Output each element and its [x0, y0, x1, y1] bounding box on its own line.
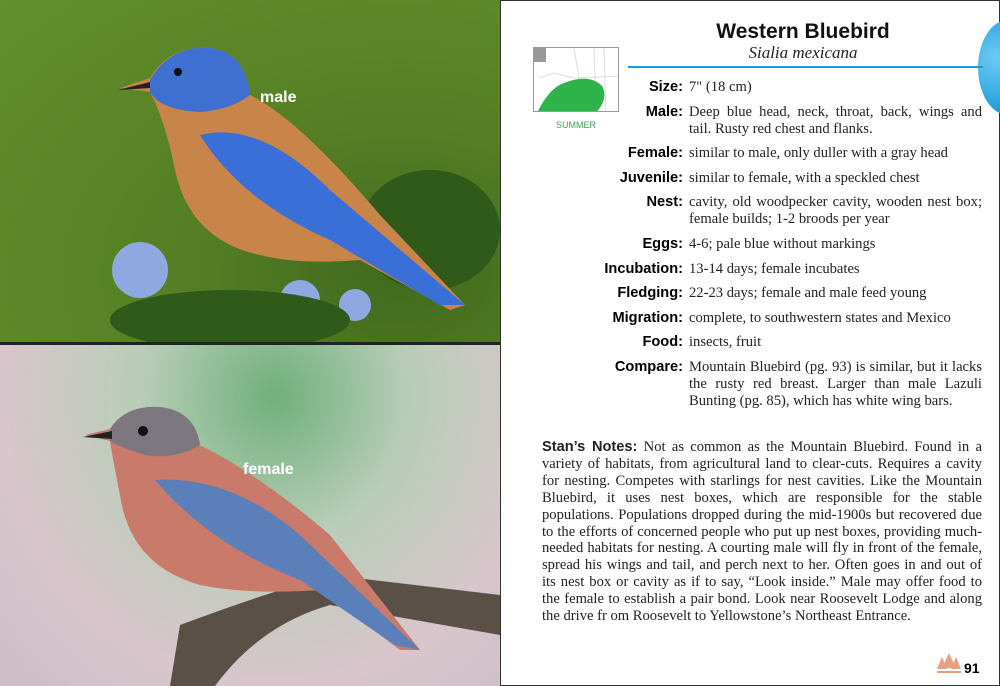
fact-value: 4-6; pale blue without markings: [689, 235, 876, 252]
fact-row: [520, 359, 982, 410]
species-title: Western Bluebird: [716, 20, 890, 43]
fact-value: complete, to southwestern states and Mexico: [689, 309, 951, 326]
scientific-name: Sialia mexicana: [748, 43, 858, 62]
fact-value: Mountain Bluebird (pg. 93) is similar, but it lacks the rusty red breast. Larger than male Lazuli Bunting (pg. 85), which has white wing bars.: [689, 358, 982, 409]
fact-value: 13-14 days; female incubates: [689, 260, 860, 277]
notes-text: Not as common as the Mountain Bluebird. Found in a variety of habitats, from agricultural land to clear-cuts. Requires a cavity for nesting. Competes with starlings for nest cavities. Like the Mountain Bluebird, it uses nest boxes, which are responsible for the stable populations. Populations dropped during the mid-1900s but recovered due to the efforts of concerned people who put up nest boxes, providing much-needed habitats for nesting. A courting male will fly in front of the female, spread his wings and tail, and perch next to her. Often goes in and out of its nest box or cavity as if to say, “Look inside.” Male may offer food to the female to establish a pair bond. Look near Roosevelt Lodge and along the drive fr om Roosevelt to Yellowstone’s Northeast Entrance.: [542, 439, 982, 625]
fact-label: Size:: [648, 79, 683, 95]
fact-label: Nest:: [646, 194, 683, 211]
fact-row: [520, 310, 982, 327]
map-season-label: SUMMER: [556, 120, 596, 130]
fact-row: [520, 194, 982, 228]
female-bluebird-image: [0, 345, 500, 686]
notes-label: Stan’s Notes:: [542, 439, 638, 455]
fact-label: Fledging:: [617, 285, 683, 302]
female-label: female: [243, 461, 294, 478]
fact-row: [520, 145, 982, 162]
fact-label: Compare:: [614, 358, 683, 375]
stans-notes: [542, 439, 982, 625]
fact-value: Deep blue head, neck, throat, back, wings and tail. Rusty red chest and flanks.: [689, 103, 982, 137]
male-label: male: [260, 89, 297, 106]
fact-row: [520, 236, 982, 253]
tree-icon: [937, 653, 961, 675]
fact-label: Eggs:: [642, 235, 683, 252]
fact-row: [520, 104, 982, 138]
fact-row: [520, 79, 982, 96]
fact-value: 22-23 days; female and male feed young: [689, 285, 927, 302]
fact-value: insects, fruit: [689, 334, 762, 351]
male-bird-photo: [0, 0, 500, 342]
fact-value: similar to male, only duller with a gray head: [689, 145, 948, 162]
title-rule: [628, 66, 983, 68]
fact-value: similar to female, with a speckled chest: [689, 169, 920, 186]
fact-value: 7" (18 cm): [689, 79, 752, 95]
fact-row: [520, 170, 982, 187]
fact-list: [520, 79, 982, 418]
fact-label: Food:: [642, 334, 683, 351]
fact-label: Female:: [627, 145, 683, 162]
page-number: 91: [964, 660, 980, 676]
fact-label: Incubation:: [604, 260, 683, 277]
male-bluebird-image: [0, 0, 500, 342]
fact-label: Male:: [645, 103, 683, 120]
fact-row: [520, 285, 982, 302]
fact-value: cavity, old woodpecker cavity, wooden nest box; female builds; 1-2 broods per year: [689, 194, 982, 228]
fact-row: [520, 334, 982, 351]
female-bird-photo: [0, 345, 500, 686]
fact-label: Migration:: [612, 309, 683, 326]
fact-label: Juvenile:: [619, 169, 683, 186]
fact-row: [520, 261, 982, 278]
